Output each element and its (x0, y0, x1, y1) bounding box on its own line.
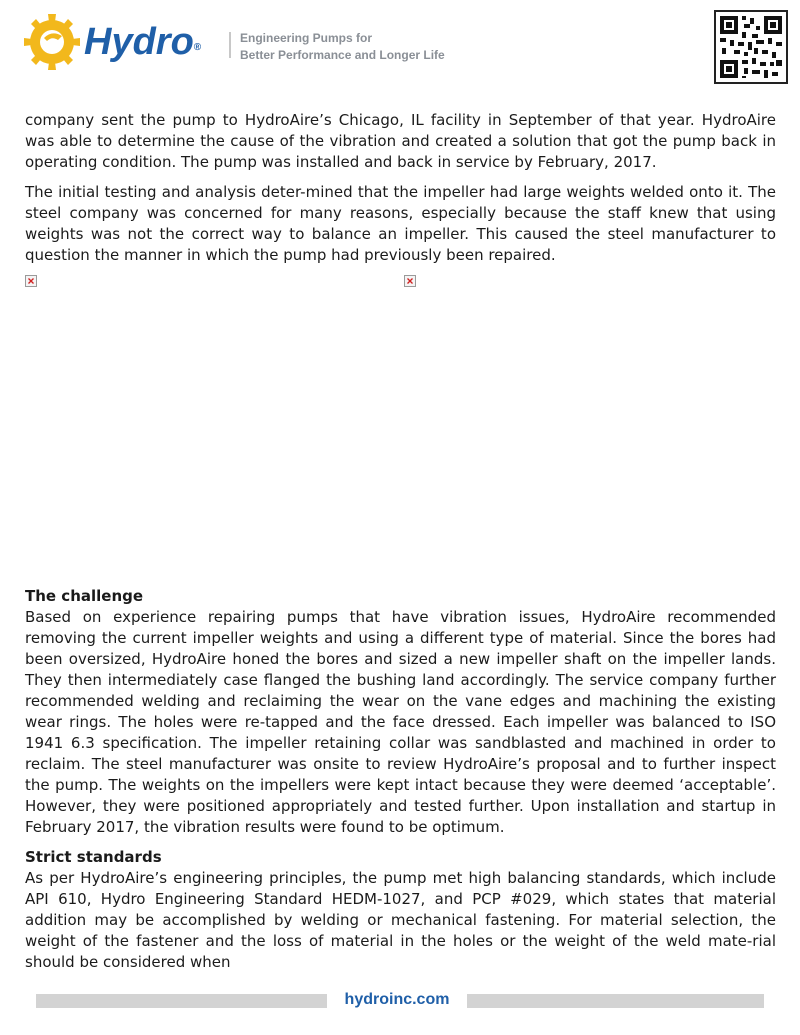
broken-image-icon[interactable] (404, 275, 416, 287)
footer-bar-left (36, 994, 327, 1008)
paragraph-testing: The initial testing and analysis deter-mined that the impeller had large weights welded onto it. The steel company was concerned for many reasons, especially because the staff knew that using weights was not the correct way to balance an impeller. This caused the steel manufacturer to question the manner in which the pump had previously been repaired. (25, 183, 776, 264)
footer-bar-right (467, 994, 764, 1008)
paragraph-challenge: Based on experience repairing pumps that have vibration issues, HydroAire recommended removing the current impeller weights and using a different type of material. Since the bores had been oversized, HydroAire honed the bores and sized a new impeller shaft on the impeller lands. They then intermediately case flanged the bushing land accordingly. The service company further recommended welding and reclaiming the wear on the vane edges and machining the existing wear rings. The holes were re-tapped and the face dressed. Each impeller was balanced to ISO 1941 6.3 specification. The impeller retaining collar was sandblasted and machined in order to reclaim. The steel manufacturer was onsite to review HydroAire’s proposal and to further inspect the pump. The weights on the impellers were kept intact because they were deemed ‘acceptable’. However, they were positioned appropriately and tested further. Upon installation and startup in February 2017, the vibration results were found to be optimum. (25, 608, 776, 836)
tagline-line-1: Engineering Pumps for (240, 31, 373, 45)
broken-image-icon[interactable] (25, 275, 37, 287)
qr-code-icon[interactable] (714, 10, 788, 84)
tagline (240, 30, 445, 64)
section-heading-standards: Strict standards (25, 848, 162, 866)
page-footer (0, 990, 800, 1014)
header-divider (229, 32, 231, 58)
page-header (0, 0, 800, 100)
tagline-line-2: Better Performance and Longer Life (240, 48, 445, 62)
gear-logo-icon[interactable] (22, 12, 82, 72)
article-body (25, 110, 776, 982)
brand-wordmark[interactable] (84, 20, 201, 64)
image-row (25, 275, 776, 586)
paragraph-intro: company sent the pump to HydroAire’s Chicago, IL facility in September of that year. HydroAire was able to determine the cause of the vibration and created a solution that got the pump back in operating condition. The pump was installed and back in service by February, 2017. (25, 111, 776, 171)
footer-website-link[interactable]: hydroinc.com (344, 991, 450, 1008)
brand-name: Hydro (84, 21, 194, 63)
registered-mark: ® (193, 42, 202, 53)
section-heading-challenge: The challenge (25, 587, 144, 605)
paragraph-standards: As per HydroAire’s engineering principles, the pump met high balancing standards, which include API 610, Hydro Engineering Standard HEDM-1027, and PCP #029, which states that material addition may be accomplished by welding or mechanical fastening. For material selection, the weight of the fastener and the loss of material in the holes or the weight of the weld mate-rial should be considered when (25, 869, 776, 971)
